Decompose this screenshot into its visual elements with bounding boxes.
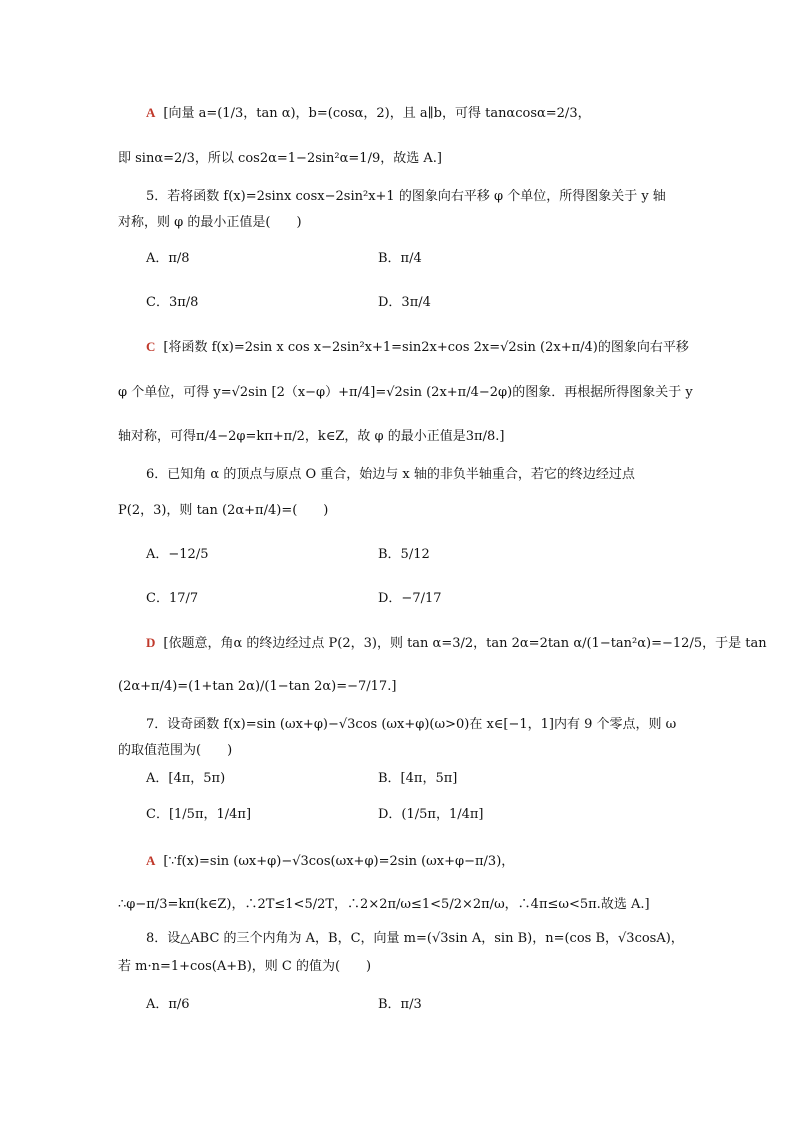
solution-5-line-3: 轴对称，可得π/4−2φ=kπ+π/2，k∈Z，故 φ 的最小正值是3π/8.] (118, 429, 505, 444)
question-5-stem-2: 对称，则 φ 的最小正值是( ) (118, 215, 302, 230)
solution-4-line-2: 即 sinα=2/3，所以 cos2α=1−2sin²α=1/9，故选 A.] (118, 151, 442, 166)
question-5-option-d: D．3π/4 (378, 295, 431, 310)
question-6-option-d: D．−7/17 (378, 591, 442, 606)
question-7-option-b: B．[4π，5π] (378, 771, 458, 786)
solution-7-line-2: ∴φ−π/3=kπ(k∈Z)，∴2T≤1<5/2T，∴2×2π/ω≤1<5/2×2π/ω，∴4π≤ω<5π.故选 A.] (118, 897, 650, 912)
question-8-stem-1: 8．设△ABC 的三个内角为 A，B，C，向量 m=(√3sin A，sin B)，n=(cos B，√3cosA)， (146, 931, 684, 946)
solution-5-line-1 (146, 338, 689, 357)
answer-letter: C (146, 339, 156, 354)
question-5-option-c: C．3π/8 (146, 295, 199, 310)
solution-text: [∵f(x)=sin (ωx+φ)−√3cos(ωx+φ)=2sin (ωx+φ−π/3)， (163, 854, 515, 869)
question-7-option-d: D．(1/5π，1/4π] (378, 807, 484, 822)
solution-6-line-1 (146, 634, 767, 653)
question-7-stem-2: 的取值范围为( ) (118, 743, 233, 758)
solution-text: [向量 a=(1/3，tan α)，b=(cosα，2)，且 a∥b，可得 tanαcosα=2/3， (163, 106, 591, 121)
solution-4-line-1 (146, 104, 591, 123)
solution-7-line-1 (146, 852, 514, 871)
question-7-option-a: A．[4π，5π) (146, 771, 226, 786)
question-6-option-c: C．17/7 (146, 591, 199, 606)
solution-text: [将函数 f(x)=2sin x cos x−2sin²x+1=sin2x+cos 2x=√2sin (2x+π/4)的图象向右平移 (163, 340, 689, 355)
question-7-option-c: C．[1/5π，1/4π] (146, 807, 252, 822)
question-6-stem-1: 6．已知角 α 的顶点与原点 O 重合，始边与 x 轴的非负半轴重合，若它的终边经过点 (146, 467, 635, 482)
question-6-stem-2: P(2，3)，则 tan (2α+π/4)=( ) (118, 503, 329, 518)
question-8-option-b: B．π/3 (378, 997, 422, 1012)
answer-letter: D (146, 635, 156, 650)
question-8-stem-2: 若 m·n=1+cos(A+B)，则 C 的值为( ) (118, 959, 372, 974)
question-7-stem-1: 7．设奇函数 f(x)=sin (ωx+φ)−√3cos (ωx+φ)(ω>0)在 x∈[−1，1]内有 9 个零点，则 ω (146, 717, 677, 732)
solution-5-line-2: φ 个单位，可得 y=√2sin [2（x−φ）+π/4]=√2sin (2x+π/4−2φ)的图象．再根据所得图象关于 y (118, 385, 693, 400)
question-5-option-a: A．π/8 (146, 251, 190, 266)
question-6-option-b: B．5/12 (378, 547, 430, 562)
question-5-option-b: B．π/4 (378, 251, 422, 266)
question-5-stem-1: 5．若将函数 f(x)=2sinx cosx−2sin²x+1 的图象向右平移 φ 个单位，所得图象关于 y 轴 (146, 189, 666, 204)
question-8-option-a: A．π/6 (146, 997, 190, 1012)
solution-6-line-2: (2α+π/4)=(1+tan 2α)/(1−tan 2α)=−7/17.] (118, 679, 397, 694)
solution-text: [依题意，角α 的终边经过点 P(2，3)，则 tan α=3/2，tan 2α=2tan α/(1−tan²α)=−12/5，于是 tan (163, 636, 767, 651)
question-6-option-a: A．−12/5 (146, 547, 209, 562)
answer-letter: A (146, 853, 156, 868)
answer-letter: A (146, 105, 156, 120)
